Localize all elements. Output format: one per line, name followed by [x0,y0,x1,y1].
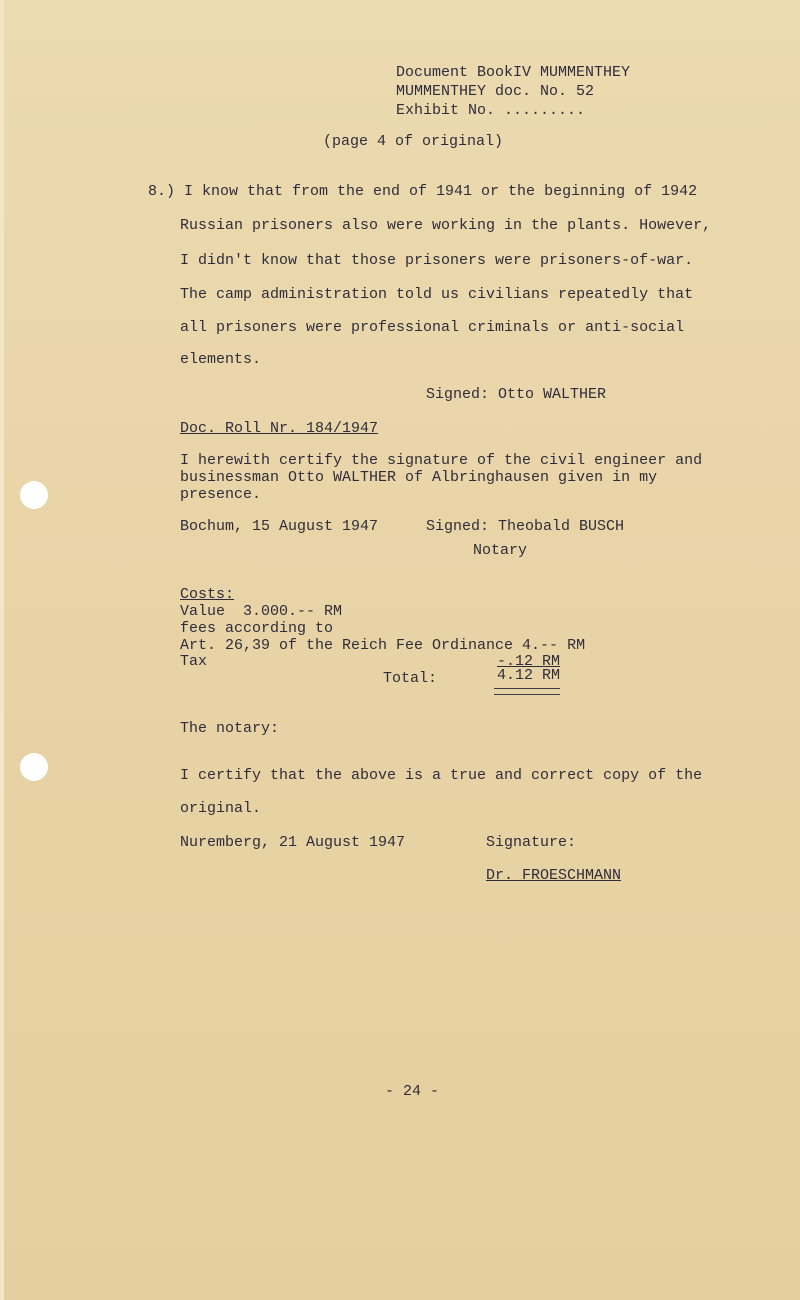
copy-certification-line: original. [180,800,262,817]
page-of-original: (page 4 of original) [323,133,504,150]
paragraph-8-line: all prisoners were professional criminals or anti-social [180,319,685,336]
certification-line: presence. [180,486,262,503]
costs-total-value: 4.12 RM [497,667,561,684]
paragraph-8-line: The camp administration told us civilians repeatedly that [180,286,694,303]
paragraph-8-line: elements. [180,351,262,368]
signed-theobald-busch: Signed: Theobald BUSCH [426,518,625,535]
certification-line: businessman Otto WALTHER of Albringhausen given in my [180,469,658,486]
punch-hole-top [20,481,48,509]
total-double-underline [494,688,560,695]
punch-hole-bottom [20,753,48,781]
costs-total-label: Total: [383,670,438,687]
costs-fees-line: fees according to [180,620,334,637]
bochum-place-date: Bochum, 15 August 1947 [180,518,379,535]
costs-value-line: Value 3.000.-- RM [180,603,343,620]
paragraph-8-line: I didn't know that those prisoners were prisoners-of-war. [180,252,694,269]
the-notary-label: The notary: [180,720,280,737]
header-document-book: Document BookIV MUMMENTHEY [396,64,631,81]
costs-fees-line: Art. 26,39 of the Reich Fee Ordinance 4.-- RM [180,637,586,654]
paragraph-8-line: Russian prisoners also were working in the plants. However, [180,217,712,234]
signature-label: Signature: [486,834,577,851]
nuremberg-place-date: Nuremberg, 21 August 1947 [180,834,406,851]
certification-line: I herewith certify the signature of the civil engineer and [180,452,703,469]
doc-roll-number: Doc. Roll Nr. 184/1947 [180,420,379,437]
signature-name: Dr. FROESCHMANN [486,867,622,884]
header-doc-number: MUMMENTHEY doc. No. 52 [396,83,595,100]
costs-tax-label: Tax [180,653,208,670]
copy-certification-line: I certify that the above is a true and correct copy of the [180,767,703,784]
page-number: - 24 - [385,1083,440,1100]
notary-title: Notary [473,542,528,559]
header-exhibit-number: Exhibit No. ......... [396,102,586,119]
costs-heading: Costs: [180,586,235,603]
costs-tax-value: -.12 RM [497,653,561,670]
signed-otto-walther: Signed: Otto WALTHER [426,386,607,403]
paragraph-8-line: 8.) I know that from the end of 1941 or the beginning of 1942 [148,183,698,200]
page-edge [0,0,4,1300]
